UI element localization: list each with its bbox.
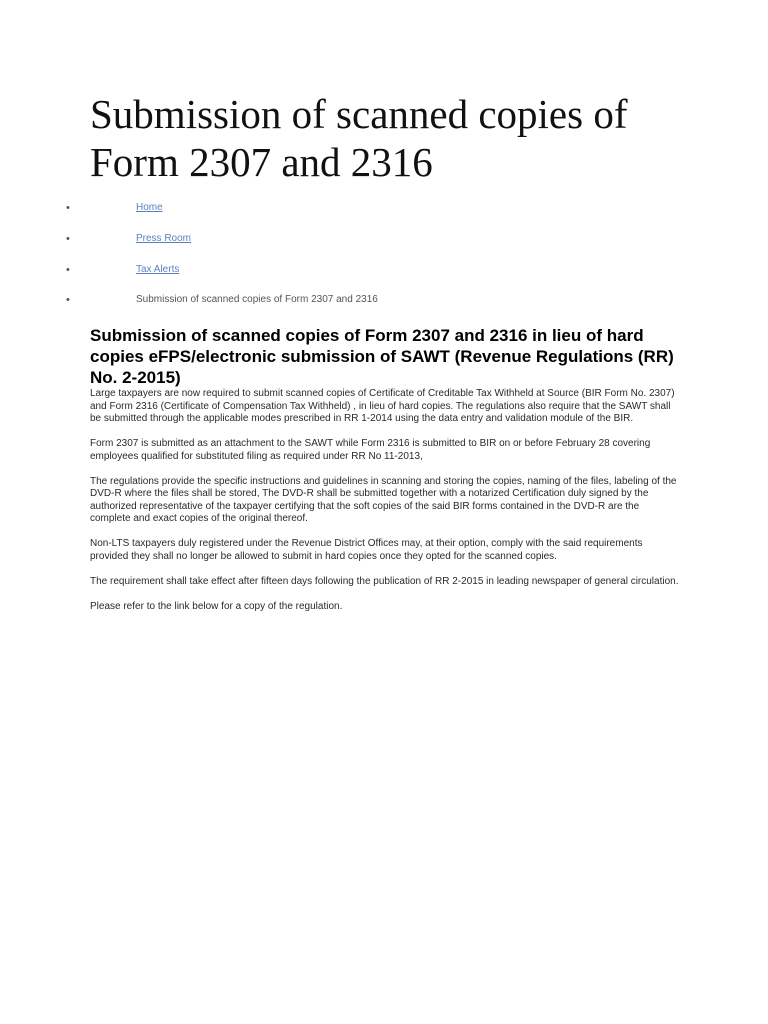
article-body [90, 388, 680, 613]
article [90, 325, 680, 626]
article-paragraph: Please refer to the link below for a copy of the regulation. [90, 600, 343, 612]
breadcrumb-item-tax-alerts [0, 260, 768, 291]
article-paragraph: Large taxpayers are now required to submit scanned copies of Certificate of Creditable Tax Withheld at Source (BIR Form No. 2307) and Form 2316 (Certificate of Compensation Tax Withheld) , in lieu of hard copies. The regulations also require that the SAWT shall be submitted through the applicable modes prescribed in RR 1-2014 using the data entry and validation module of the BIR. [90, 388, 675, 424]
article-heading: Submission of scanned copies of Form 2307 and 2316 in lieu of hard copies eFPS/electronic submission of SAWT (Revenue Regulations (RR) No. 2-2015) [90, 326, 674, 387]
article-paragraph: The regulations provide the specific instructions and guidelines in scanning and storing the copies, naming of the files, labeling of the DVD-R where the files shall be stored, The DVD-R shall be submitted together with a notarized Certification duly signed by the authorized representative of the taxpayer certifying that the soft copies of the said BIR forms contained in the DVD-R are the complete and exact copies of the original thereof. [90, 475, 677, 524]
breadcrumb-link-press-room[interactable]: Press Room [136, 232, 192, 244]
bullet-icon: • [66, 263, 70, 276]
breadcrumb [0, 198, 768, 321]
breadcrumb-link-home[interactable]: Home [136, 202, 163, 213]
article-paragraph: Non-LTS taxpayers duly registered under the Revenue District Offices may, at their option, comply with the said requirements provided they shall no longer be allowed to submit in hard copies once they opted for the scanned copies. [90, 538, 643, 562]
breadcrumb-item-press-room [0, 229, 768, 260]
breadcrumb-link-tax-alerts[interactable]: Tax Alerts [136, 263, 180, 275]
article-paragraph: The requirement shall take effect after fifteen days following the publication of RR 2-2015 in leading newspaper of general circulation. [90, 575, 679, 587]
article-paragraph: Form 2307 is submitted as an attachment to the SAWT while Form 2316 is submitted to BIR on or before February 28 covering employees qualified for substituted filing as required under RR No 11-2013, [90, 438, 651, 462]
breadcrumb-current-page: Submission of scanned copies of Form 2307 and 2316 [136, 294, 378, 306]
bullet-icon: • [66, 202, 70, 214]
bullet-icon: • [66, 294, 70, 307]
bullet-icon: • [66, 232, 70, 245]
page-title: Submission of scanned copies of Form 2307 and 2316 [90, 91, 628, 185]
breadcrumb-item-home [0, 198, 768, 229]
breadcrumb-item-current [0, 290, 768, 321]
